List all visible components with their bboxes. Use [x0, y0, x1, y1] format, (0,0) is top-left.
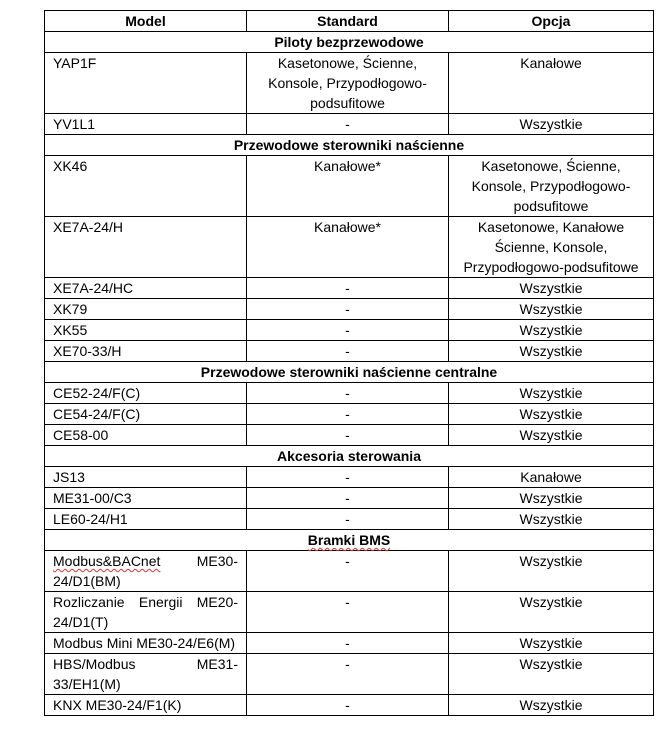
cell-standard: -	[247, 488, 449, 509]
cell-option: Wszystkie	[449, 633, 654, 654]
table-row	[45, 488, 654, 509]
cell-standard: -	[247, 299, 449, 320]
table-row	[45, 156, 654, 217]
cell-option: Kasetonowe, Ścienne, Konsole, Przypodłogowo-podsufitowe	[449, 156, 654, 217]
section-title: Piloty bezprzewodowe	[45, 32, 654, 53]
section-header-row	[45, 135, 654, 156]
section-title: Przewodowe sterowniki naścienne centralne	[45, 362, 654, 383]
table-row	[45, 633, 654, 654]
table-row	[45, 404, 654, 425]
cell-model: XE70-33/H	[45, 341, 247, 362]
cell-model: YV1L1	[45, 114, 247, 135]
cell-model: CE54-24/F(C)	[45, 404, 247, 425]
table-row	[45, 509, 654, 530]
cell-standard: -	[247, 404, 449, 425]
table-row	[45, 114, 654, 135]
cell-model: XE7A-24/HC	[45, 278, 247, 299]
cell-model: XK79	[45, 299, 247, 320]
cell-option: Wszystkie	[449, 551, 654, 592]
table-row	[45, 592, 654, 633]
cell-option: Wszystkie	[449, 278, 654, 299]
cell-option: Wszystkie	[449, 341, 654, 362]
cell-standard: Kanałowe*	[247, 156, 449, 217]
section-title: Przewodowe sterowniki naścienne	[45, 135, 654, 156]
cell-standard: -	[247, 654, 449, 695]
section-title: Akcesoria sterowania	[45, 446, 654, 467]
cell-standard: -	[247, 278, 449, 299]
cell-model: XK55	[45, 320, 247, 341]
table-row	[45, 320, 654, 341]
table-row	[45, 467, 654, 488]
table-row	[45, 278, 654, 299]
table-row	[45, 53, 654, 114]
cell-option: Kanałowe	[449, 467, 654, 488]
cell-standard: Kanałowe*	[247, 217, 449, 278]
table-row	[45, 551, 654, 592]
cell-model: LE60-24/H1	[45, 509, 247, 530]
header-row	[45, 11, 654, 32]
cell-option: Wszystkie	[449, 592, 654, 633]
header-standard: Standard	[247, 11, 449, 32]
cell-option: Wszystkie	[449, 695, 654, 716]
table-row	[45, 654, 654, 695]
cell-standard: -	[247, 425, 449, 446]
cell-standard: -	[247, 114, 449, 135]
cell-option: Wszystkie	[449, 404, 654, 425]
cell-model: Modbus&BACnet ME30-24/D1(BM)	[45, 551, 247, 592]
cell-standard: -	[247, 467, 449, 488]
cell-option: Wszystkie	[449, 488, 654, 509]
table-row	[45, 695, 654, 716]
header-model: Model	[45, 11, 247, 32]
cell-model: XK46	[45, 156, 247, 217]
cell-standard: -	[247, 341, 449, 362]
cell-standard: -	[247, 592, 449, 633]
table-row	[45, 425, 654, 446]
cell-standard: -	[247, 551, 449, 592]
cell-option: Wszystkie	[449, 299, 654, 320]
cell-model: Rozliczanie Energii ME20-24/D1(T)	[45, 592, 247, 633]
cell-option: Kanałowe	[449, 53, 654, 114]
cell-model: ME31-00/C3	[45, 488, 247, 509]
cell-model: HBS/Modbus ME31-33/EH1(M)	[45, 654, 247, 695]
header-option: Opcja	[449, 11, 654, 32]
section-header-row	[45, 32, 654, 53]
table-row	[45, 383, 654, 404]
cell-option: Wszystkie	[449, 509, 654, 530]
cell-model: CE58-00	[45, 425, 247, 446]
cell-model: JS13	[45, 467, 247, 488]
cell-standard: -	[247, 695, 449, 716]
cell-model: KNX ME30-24/F1(K)	[45, 695, 247, 716]
cell-option: Wszystkie	[449, 383, 654, 404]
cell-standard: -	[247, 509, 449, 530]
cell-option: Wszystkie	[449, 114, 654, 135]
cell-option: Wszystkie	[449, 320, 654, 341]
cell-model: YAP1F	[45, 53, 247, 114]
cell-model: XE7A-24/H	[45, 217, 247, 278]
cell-standard: -	[247, 383, 449, 404]
cell-option: Wszystkie	[449, 425, 654, 446]
cell-standard: -	[247, 633, 449, 654]
cell-model: CE52-24/F(C)	[45, 383, 247, 404]
section-header-row	[45, 446, 654, 467]
table-row	[45, 299, 654, 320]
section-title: Bramki BMS	[45, 530, 654, 551]
section-header-row	[45, 362, 654, 383]
cell-standard: Kasetonowe, Ścienne, Konsole, Przypodłogowo-podsufitowe	[247, 53, 449, 114]
cell-standard: -	[247, 320, 449, 341]
cell-option: Kasetonowe, Kanałowe Ścienne, Konsole, Przypodłogowo-podsufitowe	[449, 217, 654, 278]
cell-model: Modbus Mini ME30-24/E6(M)	[45, 633, 247, 654]
controllers-table	[44, 10, 654, 716]
section-header-row	[45, 530, 654, 551]
table-row	[45, 217, 654, 278]
cell-option: Wszystkie	[449, 654, 654, 695]
table-row	[45, 341, 654, 362]
